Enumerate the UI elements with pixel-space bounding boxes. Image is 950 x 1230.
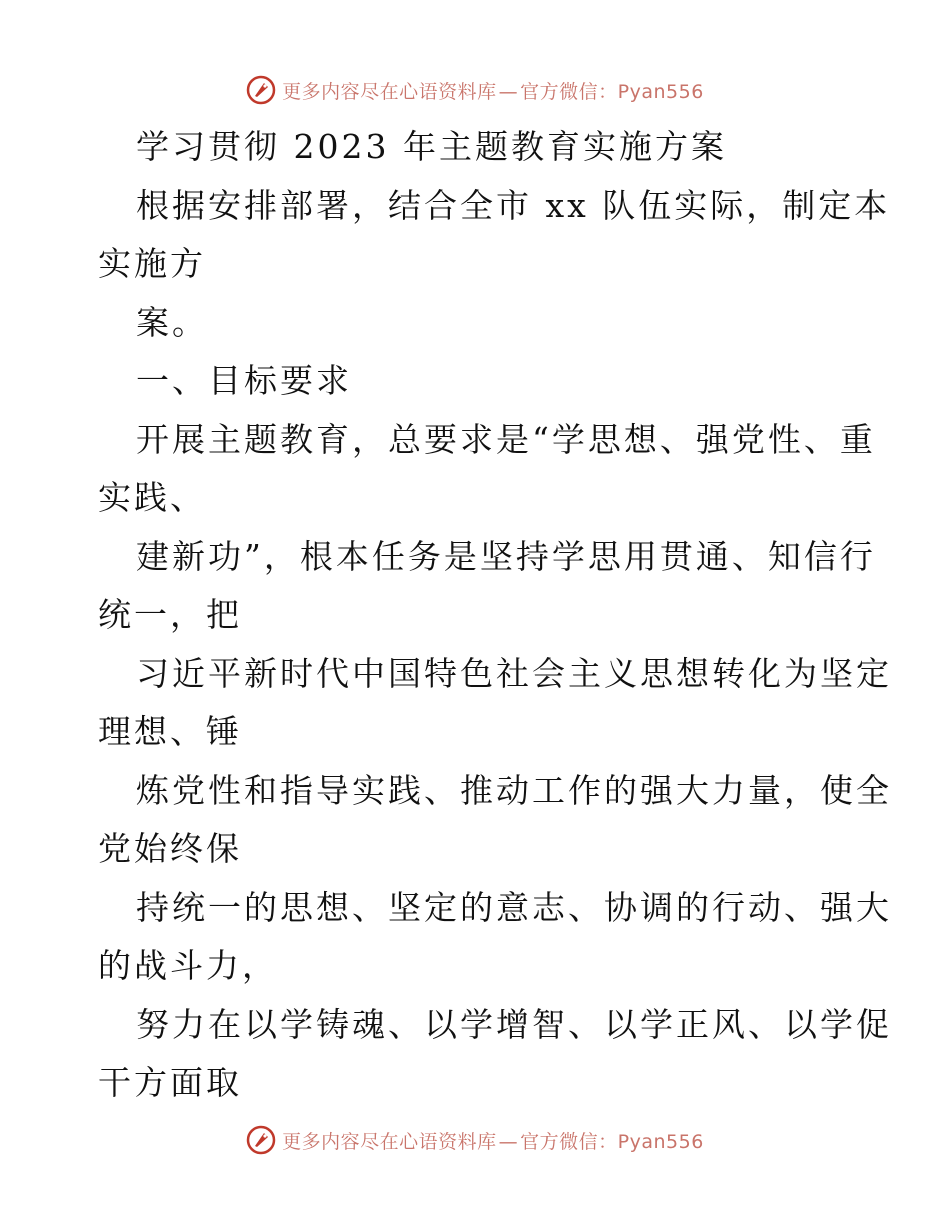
paragraph-line: 案。 — [136, 302, 208, 342]
document-body — [98, 118, 892, 1113]
section-heading: 一、目标要求 — [136, 361, 352, 400]
watermark-separator: — — [498, 80, 519, 103]
paragraph-line: 炼党性和指导实践、推动工作的强大力量，使全 — [136, 770, 892, 810]
watermark-wechat-text: 官方微信：Pyan556 — [520, 80, 704, 103]
paragraph-line: 习近平新时代中国特色社会主义思想转化为坚定 — [136, 653, 892, 693]
header-watermark-banner — [0, 70, 950, 110]
watermark-site-text: 更多内容尽在心语资料库 — [282, 1130, 497, 1153]
paragraph-line: 持统一的思想、坚定的意志、协调的行动、强大 — [136, 887, 892, 927]
watermark-site-text: 更多内容尽在心语资料库 — [282, 80, 497, 103]
pen-nib-logo-icon — [246, 1125, 276, 1155]
paragraph-line: 开展主题教育，总要求是“学思想、强党性、重 — [136, 419, 876, 459]
footer-watermark-banner — [0, 1120, 950, 1160]
watermark-separator: — — [498, 1130, 519, 1153]
paragraph-line: 干方面取 — [98, 1063, 242, 1102]
paragraph-line: 努力在以学铸魂、以学增智、以学正风、以学促 — [136, 1004, 892, 1044]
document-title: 学习贯彻 2023 年主题教育实施方案 — [136, 127, 727, 166]
paragraph-line: 理想、锤 — [98, 712, 242, 751]
pen-nib-logo-icon — [246, 75, 276, 105]
paragraph-line: 统一，把 — [98, 595, 242, 634]
paragraph-line: 实践、 — [98, 478, 206, 517]
paragraph-line: 实施方 — [98, 244, 206, 283]
watermark-text — [282, 1127, 704, 1154]
watermark-text — [282, 77, 704, 104]
paragraph-line: 的战斗力， — [98, 946, 278, 985]
paragraph-line: 根据安排部署，结合全市 xx 队伍实际，制定本 — [136, 185, 891, 225]
paragraph-line: 建新功”，根本任务是坚持学思用贯通、知信行 — [136, 536, 876, 576]
paragraph-line: 党始终保 — [98, 829, 242, 868]
watermark-wechat-text: 官方微信：Pyan556 — [520, 1130, 704, 1153]
